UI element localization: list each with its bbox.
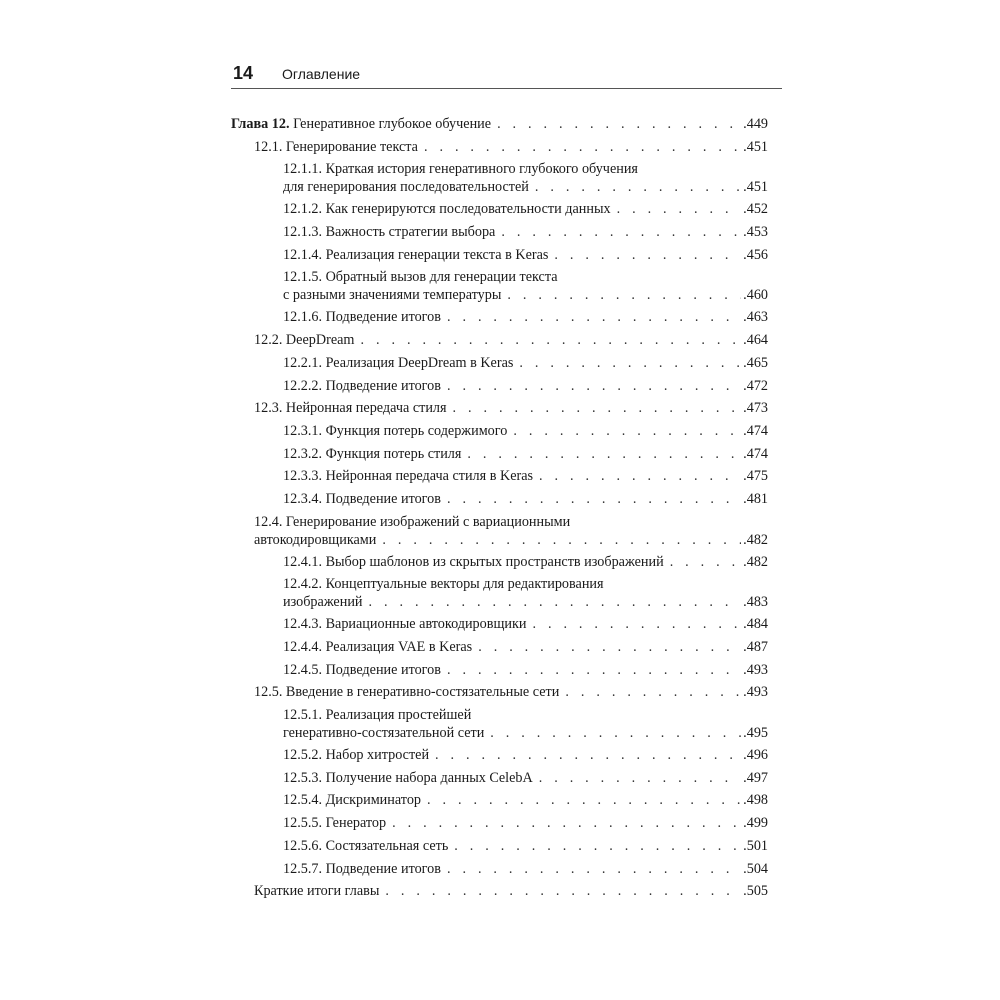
dot-leader [507,286,741,304]
toc-page-number: .501 [743,837,768,854]
toc-entry-title-text: изображений [283,594,363,611]
toc-entry-title-text: 12.4.3. Вариационные автокодировщики [283,616,527,633]
page-number: 14 [233,63,254,83]
toc-entry-title-text: с разными значениями температуры [283,287,502,304]
toc-entry-title [283,791,421,809]
toc-entry-title [283,769,533,787]
toc-entry-title-text: 12.1.3. Важность стратегии выбора [283,224,496,241]
toc-page-number: .460 [743,287,768,304]
toc-page-number: .475 [743,468,768,485]
toc-entry-title [283,724,484,742]
dot-leader [385,882,741,900]
toc-entry-title [283,178,529,196]
toc-entry [254,879,768,902]
toc-entry-title-line1: 12.4. Генерирование изображений с вариационными [254,513,571,530]
toc-page-number: .482 [743,553,768,570]
toc-entry-title [283,837,448,855]
toc-entry [283,811,768,834]
toc-entry-title [231,115,491,133]
dot-leader [617,200,742,218]
toc-page-number: .472 [743,377,768,394]
toc-entry [283,550,768,573]
toc-page-number: .505 [743,883,768,900]
toc-entry [283,612,768,635]
toc-entry [283,635,768,658]
toc-page-number: .452 [743,201,768,218]
toc-entry-title-text: 12.1.2. Как генерируются последовательности данных [283,201,611,218]
toc-page-number: .497 [743,769,768,786]
toc-entry-title-text: 12.4.4. Реализация VAE в Keras [283,639,473,655]
toc-entry-title-line1: 12.1.1. Краткая история генеративного глубокого обучения [283,161,638,178]
toc-page-number: .474 [743,445,768,462]
toc-page-number: .474 [743,422,768,439]
toc-entry [283,766,768,789]
toc-entry-title-text: 12.3.4. Подведение итогов [283,490,441,507]
toc-entry [283,220,768,243]
toc-entry-title-text: 12.3. Нейронная передача стиля [254,400,447,417]
toc-entry-title-text: 12.5.2. Набор хитростей [283,747,430,764]
dot-leader [532,615,741,633]
toc-entry [283,374,768,397]
toc-entry-title-line1: 12.1.5. Обратный вызов для генерации текста [283,269,558,286]
dot-leader [424,138,741,156]
toc-entry-title-text: 12.2.1. Реализация DeepDream в Keras [283,354,514,371]
toc-entry-title-text: генеративно-состязательной сети [283,725,485,742]
toc-page-number: .483 [743,594,768,611]
toc-page-number: .482 [743,531,768,548]
dot-leader [447,661,741,679]
dot-leader [454,837,741,855]
toc-entry-title-text: 12.5. Введение в генеративно-состязательные сети [254,684,560,701]
dot-leader [467,445,741,463]
toc-page-number: .451 [743,179,768,196]
dot-leader [513,422,741,440]
dot-leader [447,860,741,878]
toc-entry [254,680,768,703]
toc-entry-title [254,399,447,417]
toc-page-number: .495 [743,725,768,742]
toc-entry [283,572,768,612]
toc-entry [283,419,768,442]
page-header [231,62,782,89]
dot-leader [447,377,741,395]
toc-entry-title-line1: 12.5.1. Реализация простейшей [283,707,472,724]
toc-entry [283,243,768,266]
toc-page-number: .456 [743,246,768,263]
toc-entry [283,197,768,220]
table-of-contents [231,112,768,902]
toc-page-number: .498 [743,792,768,809]
dot-leader [369,593,742,611]
toc-entry-title [283,638,472,656]
toc-entry-title [283,661,441,679]
toc-entry-title-text: 12.1.6. Подведение итогов [283,309,441,326]
toc-entry-title-text: 12.1. Генерирование текста [254,138,418,155]
toc-entry-title [254,531,376,549]
dot-leader [478,638,741,656]
toc-entry-title [283,377,441,395]
toc-page-number: .496 [743,747,768,764]
toc-entry-title-text: 12.5.7. Подведение итогов [283,860,441,877]
toc-entry [254,328,768,351]
toc-entry [283,703,768,743]
toc-page-number: .465 [743,354,768,371]
toc-entry-title [283,200,611,218]
toc-page-number: .481 [743,490,768,507]
dot-leader [519,354,741,372]
toc-page-number: .473 [743,400,768,417]
toc-entry-title [283,308,441,326]
toc-entry-title [283,223,495,241]
toc-entry-title-line1: 12.4.2. Концептуальные векторы для редактирования [283,576,604,593]
toc-entry [283,265,768,305]
toc-entry-title-text: 12.1.4. Реализация генерации текста в Keras [283,246,549,263]
toc-entry-title-text: 12.5.6. Состязательная сеть [283,837,449,854]
toc-entry-title-text: автокодировщиками [254,531,377,548]
toc-entry [283,788,768,811]
toc-entry-title [254,138,418,156]
toc-entry-title [283,286,501,304]
running-title: Оглавление [282,66,361,82]
toc-entry [283,464,768,487]
toc-entry [283,743,768,766]
toc-entry-title-text: 12.2. DeepDream [254,332,355,349]
toc-entry [283,487,768,510]
dot-leader [670,553,741,571]
chapter-number: Глава 12. [231,116,290,132]
toc-entry-title-text: 12.3.2. Функция потерь стиля [283,445,462,462]
toc-entry-title-text: Генеративное глубокое обучение [289,116,492,132]
dot-leader [565,683,741,701]
toc-entry-title-text: для генерирования последовательностей [283,179,529,196]
toc-entry-title [254,331,354,349]
toc-page-number: .484 [743,616,768,633]
toc-page-number: .504 [743,860,768,877]
toc-page-number: .464 [743,332,768,349]
toc-entry-title-text: 12.5.3. Получение набора данных CelebA [283,769,533,786]
toc-entry [254,396,768,419]
toc-entry-title-text: 12.4.1. Выбор шаблонов из скрытых пространств изображений [283,553,664,570]
toc-entry-title [283,467,533,485]
toc-entry [283,442,768,465]
toc-entry-title [283,422,507,440]
dot-leader [490,724,741,742]
toc-page-number: .463 [743,309,768,326]
toc-entry [283,305,768,328]
toc-entry-title-text: 12.5.5. Генератор [283,815,387,832]
toc-entry-title-text: 12.2.2. Подведение итогов [283,377,441,394]
dot-leader [447,308,741,326]
toc-entry-title-text: 12.3.1. Функция потерь содержимого [283,422,508,439]
toc-entry [283,834,768,857]
toc-entry-title [254,683,559,701]
dot-leader [427,791,741,809]
toc-page-number: .451 [743,138,768,155]
toc-entry [231,112,768,135]
toc-entry-title [283,490,441,508]
toc-entry-title [283,445,461,463]
toc-entry [283,157,768,197]
toc-entry-title [283,593,363,611]
dot-leader [392,814,741,832]
toc-entry-title [283,246,548,264]
toc-entry-title-text: 12.5.4. Дискриминатор [283,792,422,809]
dot-leader [539,769,741,787]
toc-entry [283,351,768,374]
toc-entry-title [283,746,429,764]
toc-page-number: .493 [743,684,768,701]
toc-page-number: .453 [743,224,768,241]
dot-leader [535,178,741,196]
toc-entry-title [283,615,526,633]
dot-leader [501,223,741,241]
dot-leader [497,115,741,133]
toc-page-number: .487 [743,639,768,655]
toc-entry-title-text: 12.3.3. Нейронная передача стиля в Keras [283,468,534,485]
toc-entry [254,135,768,158]
toc-entry-title [283,354,513,372]
toc-entry [283,658,768,681]
toc-entry [283,857,768,880]
dot-leader [382,531,741,549]
toc-entry-title [283,553,664,571]
toc-page-number: .499 [743,815,768,832]
dot-leader [453,399,742,417]
dot-leader [435,746,741,764]
toc-page-number: .493 [743,661,768,678]
toc-entry [254,510,768,550]
toc-entry-title [283,814,386,832]
dot-leader [447,490,741,508]
dot-leader [539,467,741,485]
dot-leader [360,331,741,349]
dot-leader [554,246,741,264]
toc-entry-title-text: 12.4.5. Подведение итогов [283,661,441,678]
toc-entry-title [283,860,441,878]
toc-entry-title [254,882,379,900]
toc-entry-title-text: Краткие итоги главы [254,883,380,900]
toc-page-number: .449 [743,116,768,132]
